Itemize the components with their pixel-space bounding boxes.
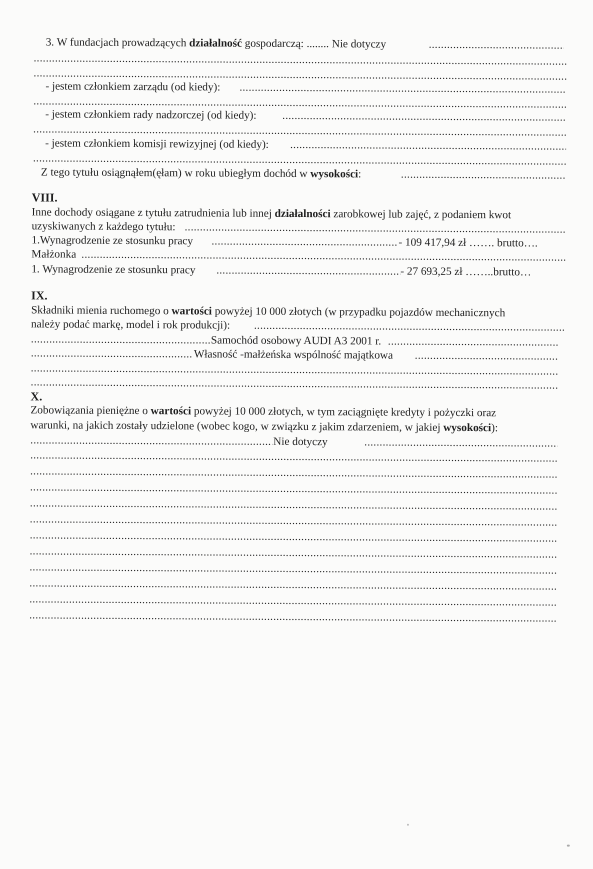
- scan-speck: [407, 824, 409, 826]
- fill-line: [30, 481, 557, 497]
- x-intro-text-2: powyżej 10 000 złotych, w tym zaciągnięte kredyty i pożyczki oraz: [193, 405, 497, 420]
- section-x-heading: X.: [30, 389, 43, 404]
- fill-line: [30, 449, 557, 465]
- foundations-income-line: [41, 166, 361, 181]
- fill-line: [31, 333, 211, 347]
- fill-line: [216, 265, 400, 279]
- ix-intro-text: Składniki mienia ruchomego o: [31, 304, 169, 318]
- fill-line: [30, 513, 557, 529]
- car-entry: Samochód osobowy AUDI A3 2001 r.: [210, 334, 382, 348]
- fill-line: [29, 609, 556, 625]
- foundations-answer: gospodarczą: ........ Nie dotyczy: [244, 37, 387, 51]
- x-intro-bold-2: wysokości: [443, 421, 492, 435]
- foundations-line: [46, 36, 386, 51]
- fill-line: [415, 350, 558, 364]
- ownership-entry: Własność -małżeńska wspólność majątkowa: [193, 348, 394, 362]
- audit-member-label: - jestem członkiem komisji rewizyjnej (od kiedy):: [45, 137, 269, 151]
- section-ix-intro-2: należy podać markę, model i rok produkcji):: [30, 318, 231, 332]
- x-intro-bold: wartości: [150, 405, 192, 418]
- salary-2-amount: - 27 693,25 zł ……..brutto…: [400, 265, 532, 279]
- fill-line: [34, 52, 567, 68]
- fill-line: [31, 347, 193, 361]
- fill-line: [364, 436, 557, 450]
- fill-line: [254, 320, 565, 335]
- fill-line: [388, 336, 558, 350]
- income-bold: wysokości: [310, 168, 359, 181]
- income-text: Z tego tytułu osiągnąłem(ęłam) w roku ubiegłym dochód w: [40, 166, 308, 181]
- income-colon: :: [358, 168, 362, 181]
- section-viii-intro-2: uzyskiwanych z każdego tytułu:: [31, 220, 176, 234]
- viii-intro-text: Inne dochody osiągane z tytułu zatrudnienia lub innej: [31, 206, 272, 220]
- viii-intro-bold: działalności: [274, 207, 331, 221]
- fill-line: [29, 577, 556, 593]
- x-intro-text: Zobowiązania pieniężne o: [30, 404, 148, 418]
- salary-1-label: 1.Wynagrodzenie ze stosunku pracy: [31, 234, 194, 248]
- fill-line: [81, 249, 565, 265]
- fill-line: [282, 110, 566, 125]
- debts-answer: Nie dotyczy: [273, 435, 328, 449]
- x-intro-colon: ):: [491, 422, 499, 435]
- fill-line: [429, 39, 564, 53]
- fill-line: [185, 221, 566, 236]
- ix-intro-bold: wartości: [171, 305, 212, 318]
- section-x-intro: [30, 404, 496, 420]
- section-viii-heading: VIII.: [31, 190, 58, 205]
- x-intro-text-3: warunki, na jakich zostały udzielone (wobec kogo, w związku z jakim zdarzeniem, w jakiej: [30, 419, 441, 434]
- fill-line: [290, 139, 566, 154]
- fill-line: [30, 529, 557, 545]
- spouse-label: Małżonka: [31, 248, 77, 261]
- foundations-text: 3. W fundacjach prowadzących: [45, 36, 187, 50]
- scan-speck: [567, 845, 570, 847]
- salary-2-label: 1. Wynagrodzenie ze stosunku pracy: [31, 263, 196, 277]
- fill-line: [401, 169, 566, 183]
- section-x-intro-2: [30, 419, 498, 435]
- supervisory-member-label: - jestem członkiem rady nadzorczej (od kiedy):: [45, 108, 257, 122]
- viii-intro-text-2: zarobkowej lub zajęć, z podaniem kwot: [333, 208, 512, 222]
- ix-intro-text-2: powyżej 10 000 złotych (w przypadku pojazdów mechanicznych: [214, 305, 506, 320]
- fill-line: [29, 561, 556, 577]
- fill-line: [31, 376, 558, 392]
- fill-line: [30, 545, 557, 561]
- foundations-bold: działalność: [189, 37, 243, 50]
- fill-line: [30, 434, 272, 448]
- fill-line: [29, 593, 556, 609]
- fill-line: [211, 235, 397, 249]
- fill-line: [30, 465, 557, 481]
- section-ix-heading: IX.: [31, 288, 48, 303]
- board-member-label: - jestem członkiem zarządu (od kiedy):: [45, 80, 221, 94]
- fill-line: [239, 82, 566, 97]
- fill-line: [30, 497, 557, 513]
- salary-1-amount: - 109 417,94 zł ……. brutto….: [398, 236, 538, 250]
